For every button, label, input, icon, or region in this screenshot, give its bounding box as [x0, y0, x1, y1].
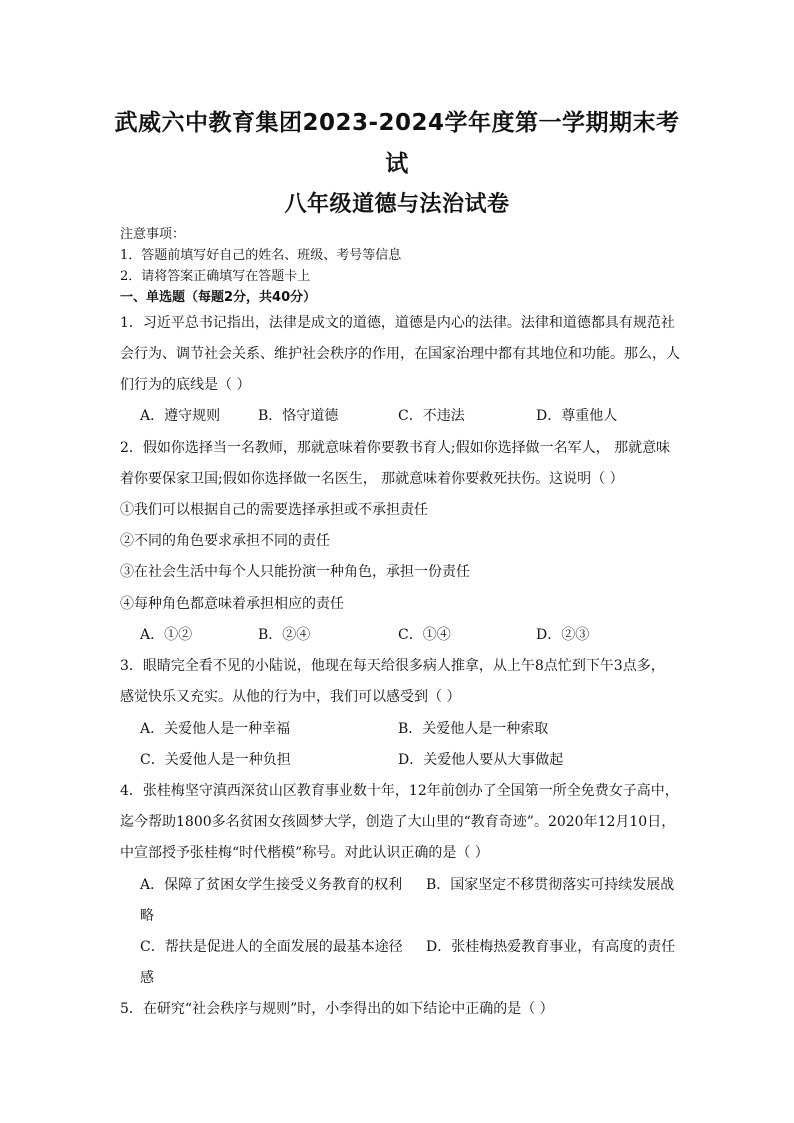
q2-option-d: D．②③ — [536, 627, 590, 643]
q4-option-c: C．帮扶是促进人的全面发展的最基本途径 — [140, 939, 403, 955]
q4-line3: 中宣部授予张桂梅“时代楷模”称号。对此认识正确的是（ ） — [120, 845, 489, 861]
q3-line1: 3．眼睛完全看不见的小陆说，他现在每天给很多病人推拿，从上午8点忙到下午3点多， — [120, 658, 665, 674]
section-heading: 一、单选题（每题2分，共40分） — [120, 290, 317, 305]
q3-option-c: C．关爱他人是一种负担 — [140, 752, 291, 768]
q2-option-a: A．①② — [140, 627, 193, 643]
q1-line2: 会行为、调节社会关系、维护社会秩序的作用，在国家治理中都有其地位和功能。那么，人 — [120, 346, 680, 362]
q1-option-d: D．尊重他人 — [536, 408, 618, 424]
notes-item-2: 2．请将答案正确填写在答题卡上 — [120, 269, 311, 284]
notes-item-1: 1．答题前填写好自己的姓名、班级、考号等信息 — [120, 248, 402, 263]
q3-line2: 感觉快乐又充实。从他的行为中，我们可以感受到（ ） — [120, 689, 461, 705]
q1-option-c: C．不违法 — [398, 408, 465, 424]
q1-option-a: A．遵守规则 — [140, 408, 221, 424]
q1-line1: 1．习近平总书记指出，法律是成文的道德，道德是内心的法律。法律和道德都具有规范社 — [120, 315, 675, 331]
q4-line1: 4．张桂梅坚守滇西深贫山区教育事业数十年，12年前创办了全国第一所全免费女子高中， — [120, 783, 679, 799]
q1-option-b: B．恪守道德 — [258, 408, 339, 424]
q3-option-b: B．关爱他人是一种索取 — [398, 721, 549, 737]
exam-title-line1: 武威六中教育集团2023-2024学年度第一学期期末考 — [114, 110, 680, 136]
exam-title-line2: 试 — [385, 151, 409, 177]
exam-subtitle: 八年级道德与法治试卷 — [284, 192, 510, 217]
q3-option-a: A．关爱他人是一种幸福 — [140, 721, 291, 737]
q4-option-d-wrap: 感 — [140, 970, 154, 986]
q2-statement-2: ②不同的角色要求承担不同的责任 — [120, 533, 330, 549]
q2-statement-3: ③在社会生活中每个人只能扮演一种角色，承担一份责任 — [120, 564, 470, 580]
q4-option-b: B．国家坚定不移贯彻落实可持续发展战 — [426, 877, 675, 893]
q1-line3: 们行为的底线是（ ） — [120, 377, 251, 393]
q2-statement-1: ①我们可以根据自己的需要选择承担或不承担责任 — [120, 502, 428, 518]
notes-heading: 注意事项： — [120, 227, 186, 242]
q4-option-d: D．张桂梅热爱教育事业，有高度的责任 — [426, 939, 676, 955]
q5-line1: 5．在研究“社会秩序与规则”时，小李得出的如下结论中正确的是（ ） — [120, 1001, 554, 1017]
q4-option-a: A．保障了贫困女学生接受义务教育的权利 — [140, 877, 403, 893]
q2-line2: 着你要保家卫国;假如你选择做一名医生， 那就意味着你要救死扶伤。这说明（ ） — [120, 471, 624, 487]
q2-line1: 2．假如你选择当一名教师，那就意味着你要教书育人;假如你选择做一名军人， 那就意味 — [120, 440, 671, 456]
q3-option-d: D．关爱他人要从大事做起 — [398, 752, 564, 768]
q2-option-c: C．①④ — [398, 627, 451, 643]
q4-option-b-wrap: 略 — [140, 908, 154, 924]
q2-statement-4: ④每种角色都意味着承担相应的责任 — [120, 596, 344, 612]
q4-line2: 迄今帮助1800多名贫困女孩圆梦大学，创造了大山里的“教育奇迹”。2020年12月10日， — [120, 814, 676, 830]
q2-option-b: B．②④ — [258, 627, 311, 643]
